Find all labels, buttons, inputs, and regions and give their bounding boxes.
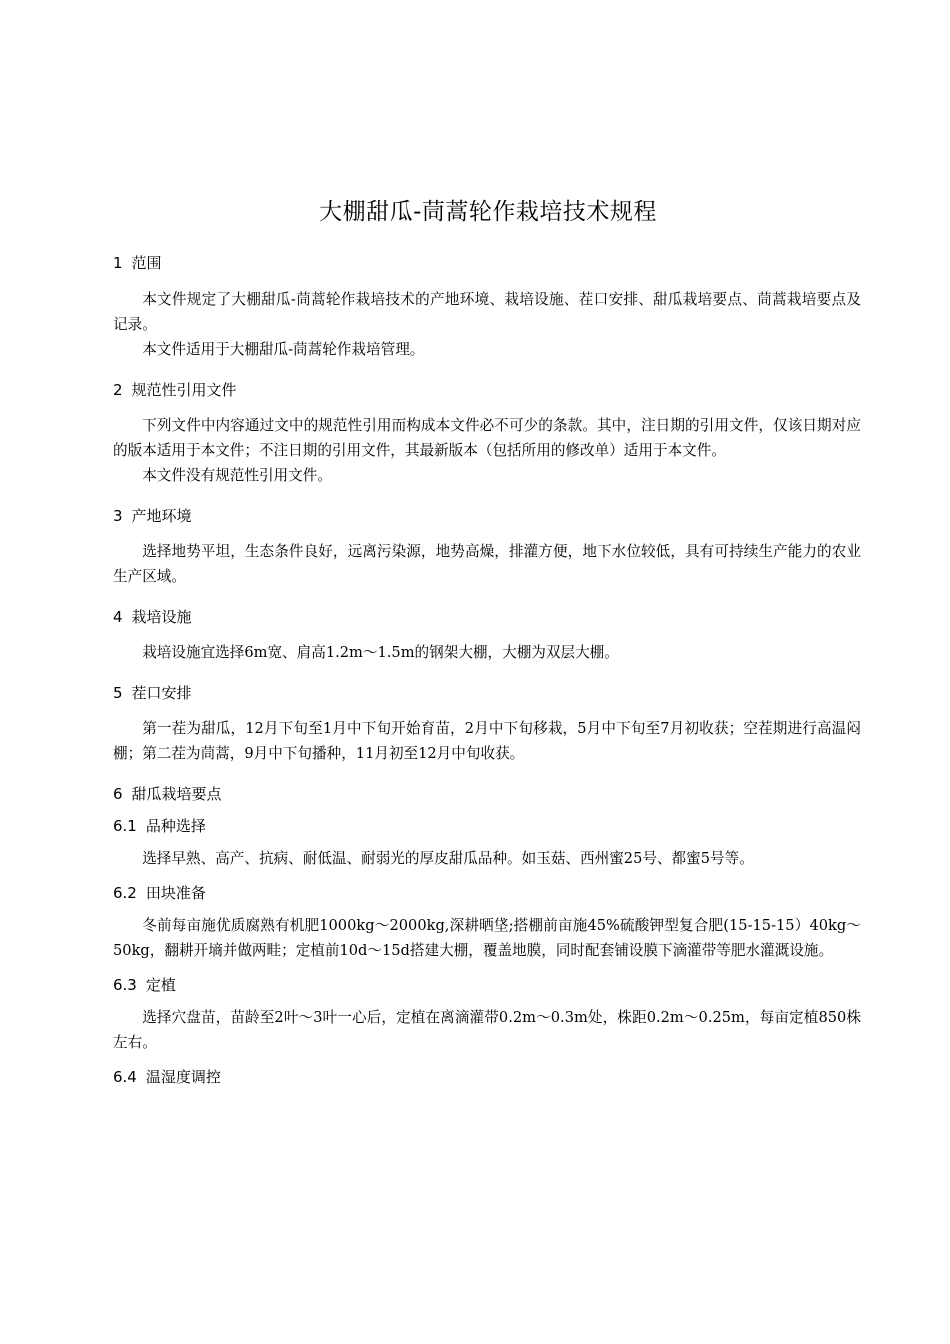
subsection-heading (113, 974, 861, 996)
section-heading (113, 505, 861, 527)
subsection-heading (113, 1066, 861, 1088)
section-title: 甜瓜栽培要点 (131, 785, 222, 803)
section-title: 栽培设施 (131, 608, 192, 626)
section-number: 5 (113, 684, 123, 702)
paragraph: 本文件适用于大棚甜瓜-茼蒿轮作栽培管理。 (142, 341, 425, 358)
paragraph: 冬前每亩施优质腐熟有机肥1000kg～2000kg,深耕晒垡;搭棚前亩施45%硫酸钾型复合肥(15-15-15）40kg～50kg，翻耕开墒并做两畦；定植前10d～15d搭建大棚，覆盖地膜，同时配套铺设膜下滴灌带等肥水灌溉设施。 (113, 917, 861, 959)
section-number: 6 (113, 785, 123, 803)
section-heading (113, 606, 861, 628)
section-heading (113, 682, 861, 704)
section-number: 4 (113, 608, 123, 626)
subsection-number: 6.3 (113, 976, 137, 994)
section-number: 3 (113, 507, 123, 525)
paragraph: 选择地势平坦，生态条件良好，远离污染源，地势高燥，排灌方便，地下水位较低，具有可持续生产能力的农业生产区域。 (113, 543, 861, 585)
paragraph: 选择早熟、高产、抗病、耐低温、耐弱光的厚皮甜瓜品种。如玉菇、西州蜜25号、都蜜5号等。 (142, 850, 754, 867)
document-title: 大棚甜瓜-茼蒿轮作栽培技术规程 (319, 199, 657, 225)
section-number: 1 (113, 254, 123, 272)
subsection-heading (113, 815, 861, 837)
paragraph: 下列文件中内容通过文中的规范性引用而构成本文件必不可少的条款。其中，注日期的引用文件，仅该日期对应的版本适用于本文件；不注日期的引用文件，其最新版本（包括所用的修改单）适用于本文件。 (113, 417, 861, 459)
subsection-number: 6.4 (113, 1068, 137, 1086)
section-number: 2 (113, 381, 123, 399)
section-title: 产地环境 (131, 507, 192, 525)
paragraph: 本文件没有规范性引用文件。 (142, 467, 332, 484)
paragraph: 第一茬为甜瓜，12月下旬至1月中下旬开始育苗，2月中下旬移栽，5月中下旬至7月初收获；空茬期进行高温闷棚；第二茬为茼蒿，9月中下旬播种，11月初至12月中旬收获。 (113, 720, 861, 762)
section-heading (113, 252, 861, 274)
section-title: 茬口安排 (131, 684, 192, 702)
section-heading (113, 379, 861, 401)
subsection-title: 温湿度调控 (145, 1068, 221, 1086)
section-heading (113, 783, 861, 805)
subsection-number: 6.2 (113, 884, 137, 902)
subsection-title: 定植 (145, 976, 176, 994)
paragraph: 栽培设施宜选择6m宽、肩高1.2m～1.5m的钢架大棚，大棚为双层大棚。 (142, 644, 619, 661)
subsection-heading (113, 882, 861, 904)
section-title: 规范性引用文件 (131, 381, 237, 399)
subsection-number: 6.1 (113, 817, 137, 835)
paragraph: 本文件规定了大棚甜瓜-茼蒿轮作栽培技术的产地环境、栽培设施、茬口安排、甜瓜栽培要点、茼蒿栽培要点及记录。 (113, 291, 861, 333)
paragraph: 选择穴盘苗，苗龄至2叶～3叶一心后，定植在离滴灌带0.2m～0.3m处，株距0.2m～0.25m，每亩定植850株左右。 (113, 1009, 861, 1051)
subsection-title: 田块准备 (145, 884, 206, 902)
subsection-title: 品种选择 (145, 817, 206, 835)
section-title: 范围 (131, 254, 162, 272)
document-body (113, 252, 861, 1088)
